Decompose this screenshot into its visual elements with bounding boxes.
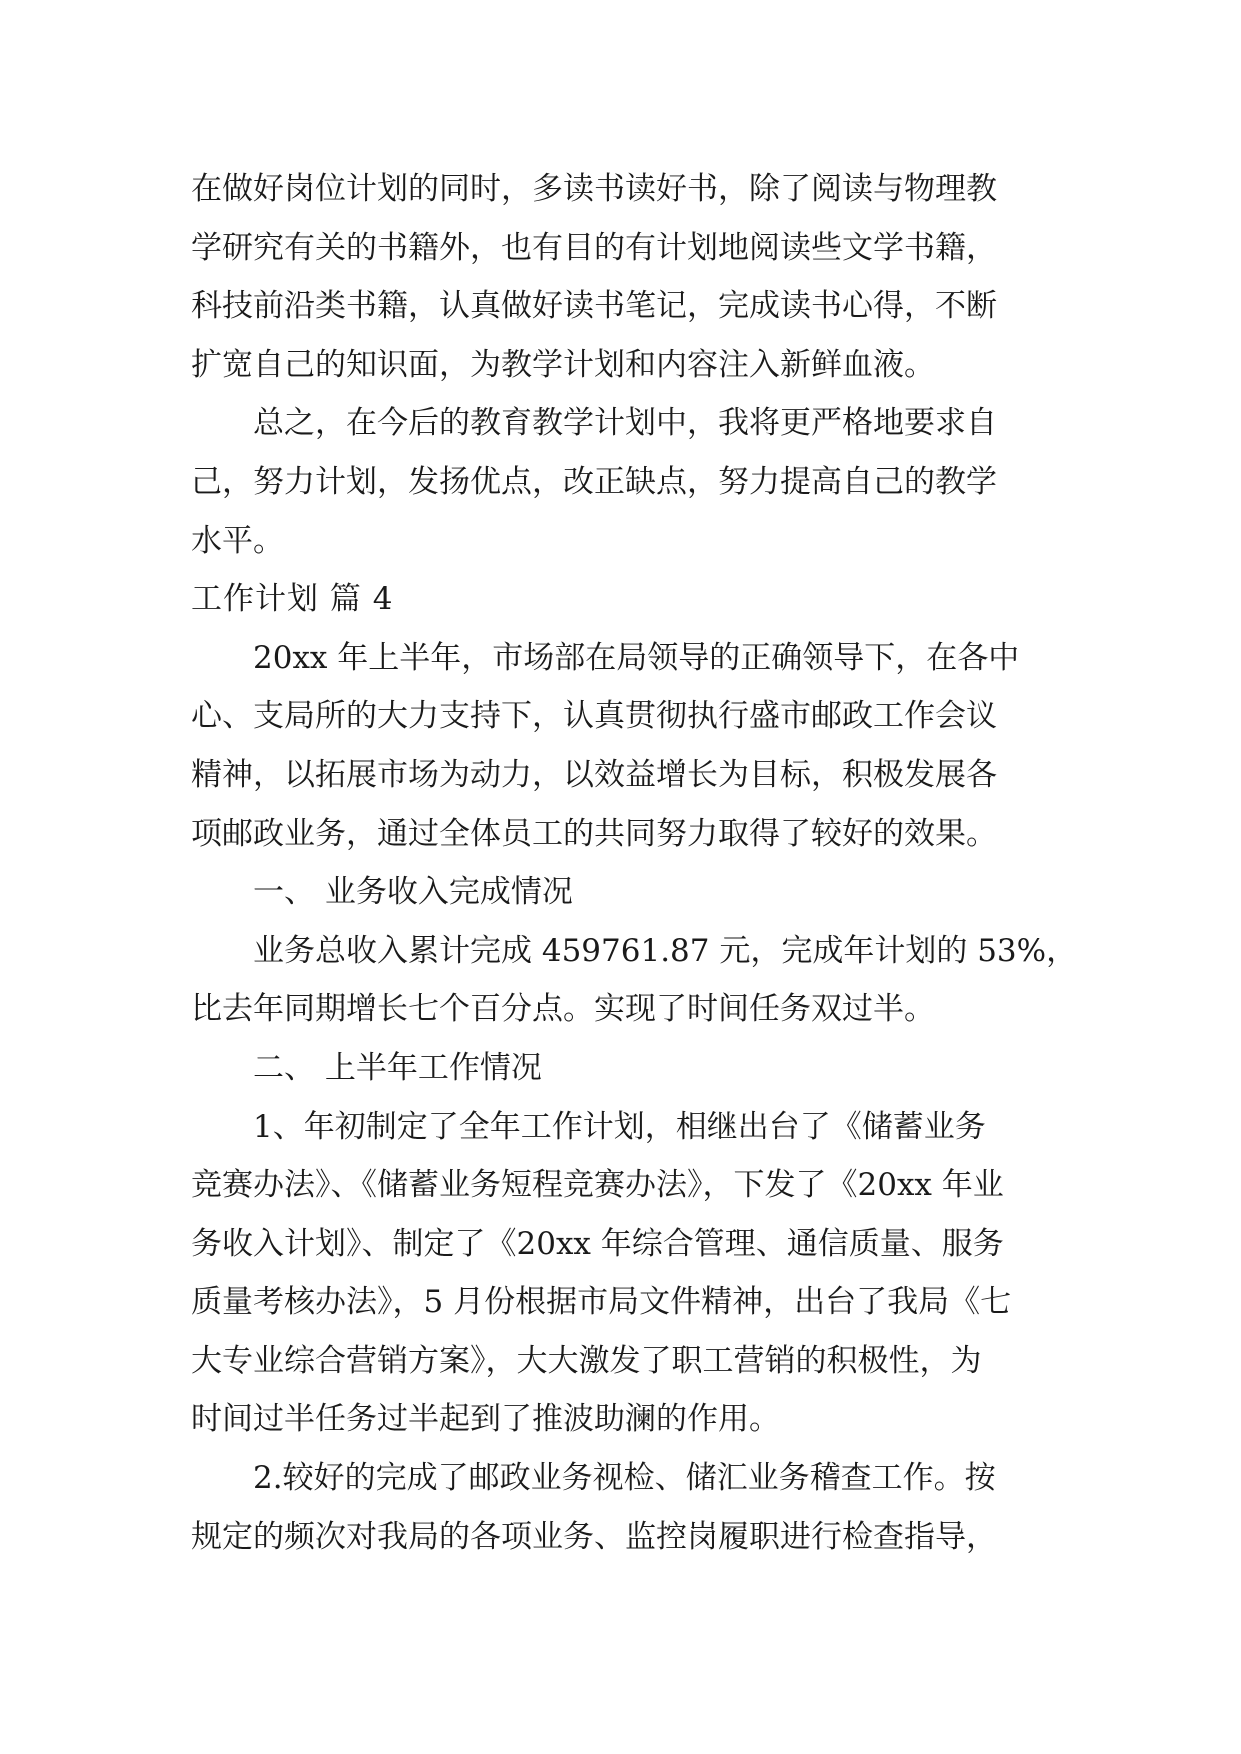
- subheading: 一、 业务收入完成情况: [253, 874, 573, 911]
- text-line: 规定的频次对我局的各项业务、监控岗履职进行检查指导，: [191, 1518, 997, 1555]
- text-line: 水平。: [191, 522, 284, 559]
- text-line: 比去年同期增长七个百分点。实现了时间任务双过半。: [191, 991, 935, 1028]
- text-line: 务收入计划》、制定了《20xx 年综合管理、通信质量、服务: [191, 1225, 1004, 1262]
- section-heading: 工作计划 篇 4: [191, 581, 394, 618]
- text-line: 20xx 年上半年，市场部在局领导的正确领导下，在各中: [253, 639, 1020, 676]
- text-line: 质量考核办法》，5 月份根据市局文件精神，出台了我局《七: [191, 1284, 1012, 1321]
- text-line: 2.较好的完成了邮政业务视检、储汇业务稽查工作。按: [253, 1460, 996, 1497]
- text-line: 大专业综合营销方案》，大大激发了职工营销的积极性，为: [191, 1342, 982, 1379]
- text-line: 学研究有关的书籍外，也有目的有计划地阅读些文学书籍，: [191, 229, 997, 266]
- text-line: 1、年初制定了全年工作计划，相继出台了《储蓄业务: [253, 1108, 986, 1145]
- text-line: 项邮政业务，通过全体员工的共同努力取得了较好的效果。: [191, 815, 997, 852]
- text-line: 精神，以拓展市场为动力，以效益增长为目标，积极发展各: [191, 756, 997, 793]
- text-line: 业务总收入累计完成 459761.87 元，完成年计划的 53%，: [253, 932, 1078, 969]
- text-line: 扩宽自己的知识面，为教学计划和内容注入新鲜血液。: [191, 346, 935, 383]
- text-line: 科技前沿类书籍，认真做好读书笔记，完成读书心得，不断: [191, 288, 997, 325]
- subheading: 二、 上半年工作情况: [253, 1049, 542, 1086]
- text-line: 己，努力计划，发扬优点，改正缺点，努力提高自己的教学: [191, 463, 997, 500]
- text-line: 总之，在今后的教育教学计划中，我将更严格地要求自: [253, 405, 997, 442]
- text-line: 在做好岗位计划的同时，多读书读好书，除了阅读与物理教: [191, 171, 997, 207]
- text-line: 心、支局所的大力支持下，认真贯彻执行盛市邮政工作会议: [191, 698, 997, 735]
- text-line: 时间过半任务过半起到了推波助澜的作用。: [191, 1401, 780, 1438]
- document-body: [191, 160, 1081, 1566]
- text-line: 竞赛办法》、《储蓄业务短程竞赛办法》，下发了《20xx 年业: [191, 1167, 1004, 1204]
